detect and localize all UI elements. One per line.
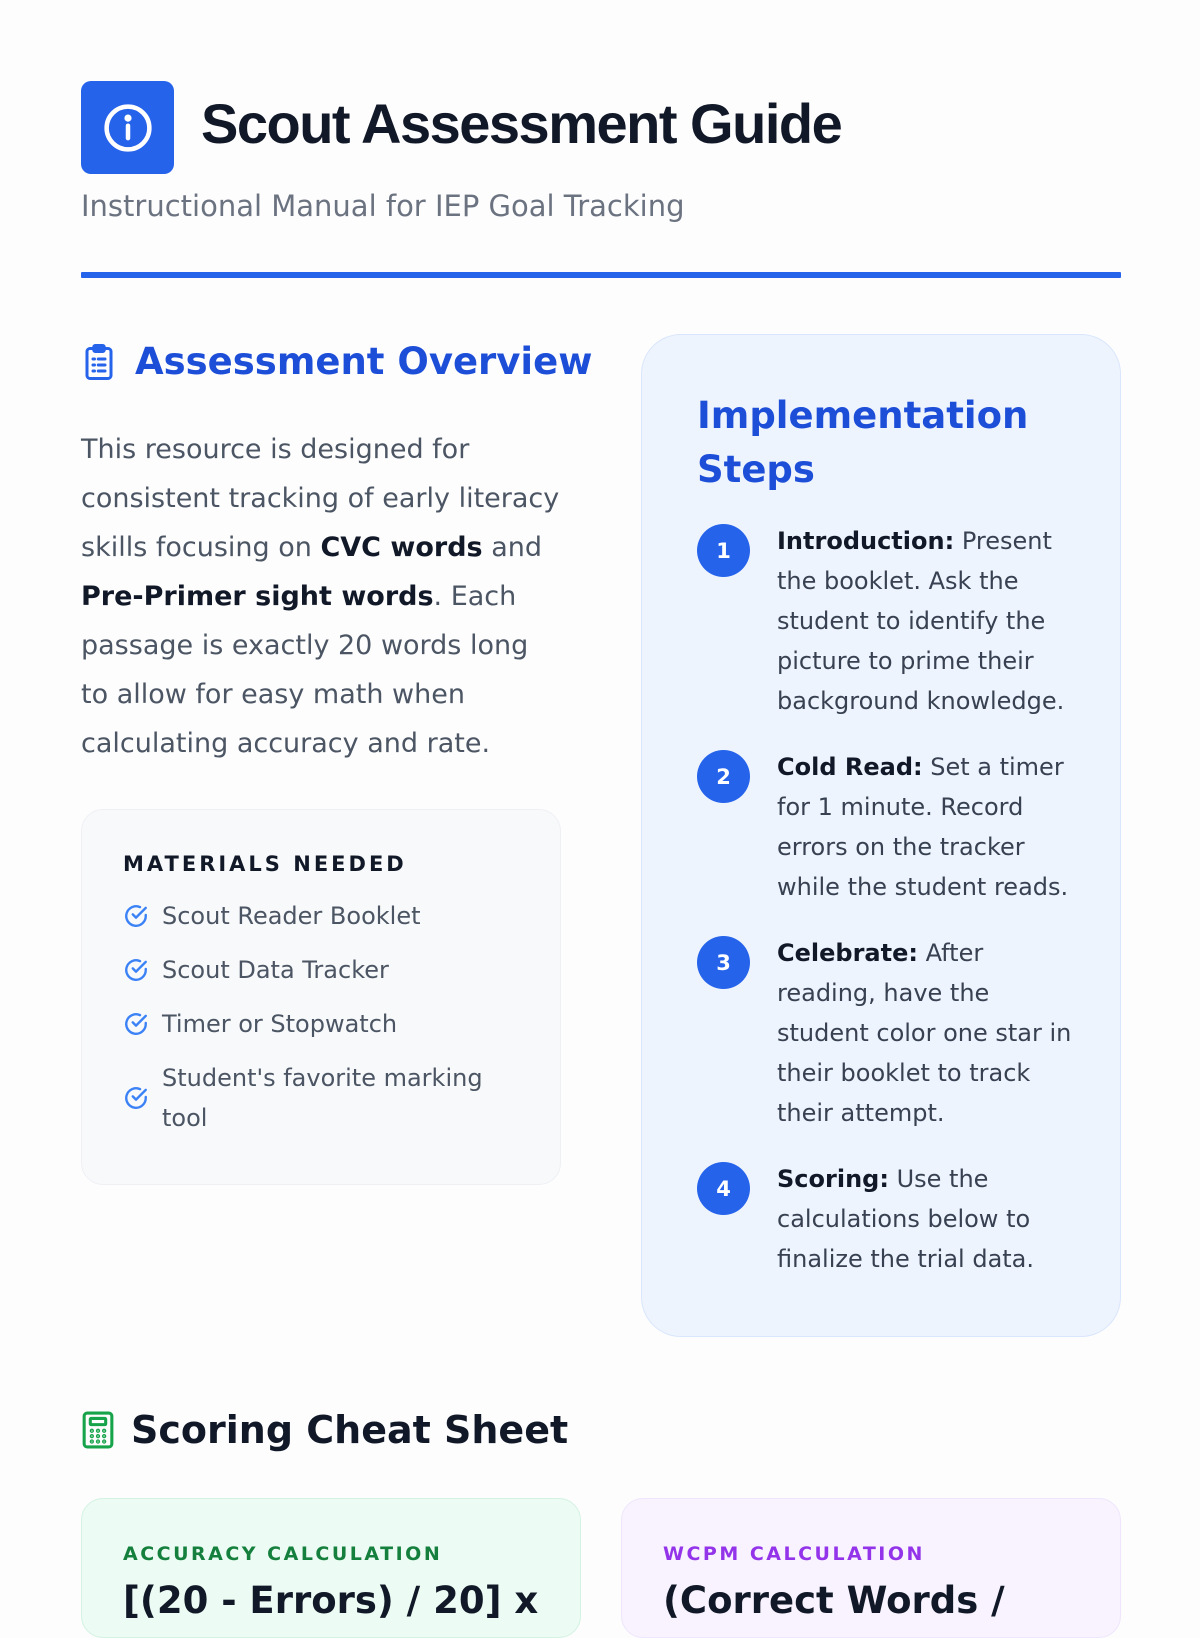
accuracy-calculation-card bbox=[81, 1498, 581, 1638]
step-text: Celebrate: After reading, have the student color one star in their booklet to track their attempt. bbox=[777, 939, 1072, 1127]
step-number-badge: 4 bbox=[697, 1162, 750, 1215]
wcpm-calculation-card bbox=[621, 1498, 1121, 1638]
cvc-words-emphasis: CVC words bbox=[320, 532, 483, 563]
step-number-badge: 2 bbox=[697, 750, 750, 803]
overview-heading-row bbox=[81, 340, 592, 383]
info-icon bbox=[101, 101, 155, 155]
step-text: Scoring: Use the calculations below to finalize the trial data. bbox=[777, 1165, 1035, 1273]
list-item: Scout Data Tracker bbox=[123, 950, 520, 990]
check-circle-icon bbox=[123, 1011, 149, 1037]
page-title: Scout Assessment Guide bbox=[201, 92, 842, 155]
accuracy-label: ACCURACY CALCULATION bbox=[123, 1543, 443, 1565]
list-item: Timer or Stopwatch bbox=[123, 1004, 520, 1044]
check-circle-icon bbox=[123, 903, 149, 929]
page bbox=[81, 0, 1121, 1622]
page-subtitle: Instructional Manual for IEP Goal Tracking bbox=[81, 189, 685, 223]
step-number-badge: 1 bbox=[697, 524, 750, 577]
header-divider bbox=[81, 272, 1121, 278]
scoring-heading: Scoring Cheat Sheet bbox=[131, 1408, 569, 1452]
calculator-icon bbox=[81, 1410, 115, 1450]
check-circle-icon bbox=[123, 1085, 149, 1111]
step-number-badge: 3 bbox=[697, 936, 750, 989]
accuracy-formula: [(20 - Errors) / 20] x bbox=[123, 1579, 539, 1622]
step-item bbox=[697, 747, 1084, 907]
step-item bbox=[697, 521, 1084, 721]
overview-heading: Assessment Overview bbox=[135, 340, 593, 383]
check-circle-icon bbox=[123, 957, 149, 983]
overview-paragraph: This resource is designed for consistent tracking of early literacy skills focusing on CVC words and Pre-Primer sight words. Each passage is exactly 20 words long to allow for easy math when calculating accuracy and rate. bbox=[81, 434, 560, 759]
logo bbox=[81, 81, 174, 174]
steps-list bbox=[697, 521, 1084, 1279]
step-text: Introduction: Present the booklet. Ask the student to identify the picture to prime their background knowledge. bbox=[777, 527, 1065, 715]
materials-list bbox=[123, 896, 520, 1138]
step-text: Cold Read: Set a timer for 1 minute. Record errors on the tracker while the student reads. bbox=[777, 753, 1069, 901]
step-item bbox=[697, 1159, 1084, 1279]
list-item: Student's favorite marking tool bbox=[123, 1058, 520, 1138]
materials-card bbox=[81, 809, 561, 1185]
implementation-card bbox=[641, 334, 1121, 1337]
sight-words-emphasis: Pre-Primer sight words bbox=[81, 581, 434, 612]
list-item: Scout Reader Booklet bbox=[123, 896, 520, 936]
implementation-heading: Implementation Steps bbox=[697, 394, 1029, 491]
materials-heading: MATERIALS NEEDED bbox=[123, 852, 407, 876]
wcpm-label: WCPM CALCULATION bbox=[663, 1543, 925, 1565]
clipboard-icon bbox=[81, 342, 117, 382]
wcpm-formula: (Correct Words / bbox=[663, 1579, 1005, 1622]
step-item bbox=[697, 933, 1084, 1133]
scoring-heading-row bbox=[81, 1408, 568, 1452]
